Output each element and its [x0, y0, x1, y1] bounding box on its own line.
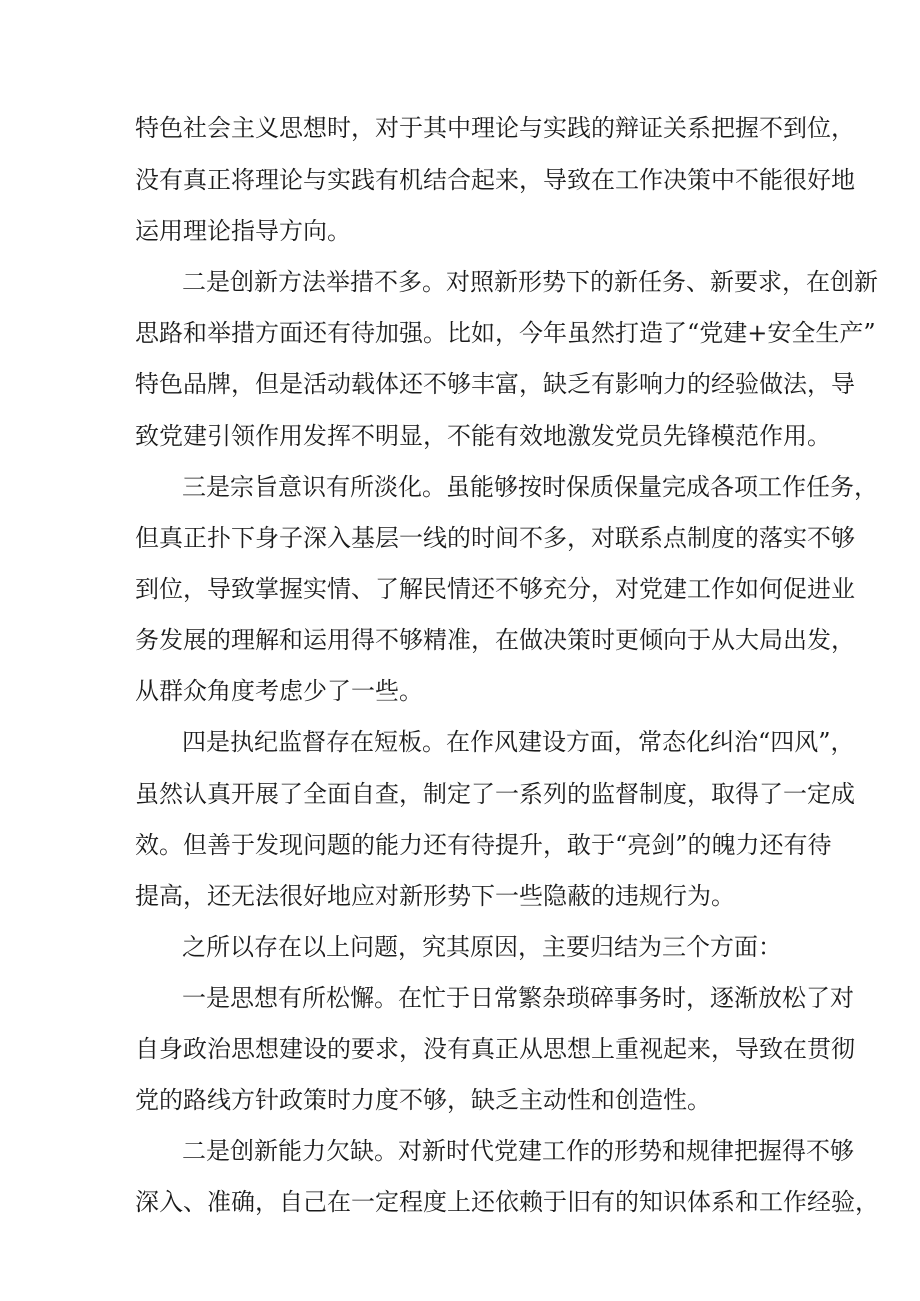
- paragraph-line: 务发展的理解和运用得不够精准，在做决策时更倾向于从大局出发，: [135, 626, 855, 654]
- paragraph-line: 致党建引领作用发挥不明显，不能有效地激发党员先锋模范作用。: [135, 422, 831, 450]
- paragraph-line: 自身政治思想建设的要求，没有真正从思想上重视起来，导致在贯彻: [135, 1035, 855, 1063]
- paragraph-line: 虽然认真开展了全面自查，制定了一系列的监督制度，取得了一定成: [135, 780, 855, 808]
- paragraph-line: 但真正扑下身子深入基层一线的时间不多，对联系点制度的落实不够: [135, 524, 855, 552]
- paragraph-line: 四是执纪监督存在短板。在作风建设方面，常态化纠治“四风”，: [182, 728, 855, 756]
- paragraph-line: 没有真正将理论与实践有机结合起来，导致在工作决策中不能很好地: [135, 166, 855, 194]
- paragraph-line: 运用理论指导方向。: [135, 217, 351, 245]
- paragraph-line: 特色品牌，但是活动载体还不够丰富，缺乏有影响力的经验做法，导: [135, 370, 855, 398]
- paragraph-line: 二是创新方法举措不多。对照新形势下的新任务、新要求，在创新: [182, 268, 878, 296]
- paragraph-line: 党的路线方针政策时力度不够，缺乏主动性和创造性。: [135, 1086, 711, 1114]
- paragraph-line: 提高，还无法很好地应对新形势下一些隐蔽的违规行为。: [135, 882, 735, 910]
- paragraph-line: 特色社会主义思想时，对于其中理论与实践的辩证关系把握不到位，: [135, 114, 855, 142]
- paragraph-line: 效。但善于发现问题的能力还有待提升，敢于“亮剑”的魄力还有待: [135, 831, 832, 859]
- paragraph-line: 到位，导致掌握实情、了解民情还不够充分，对党建工作如何促进业: [135, 575, 855, 603]
- paragraph-line: 一是思想有所松懈。在忙于日常繁杂琐碎事务时，逐渐放松了对: [182, 984, 854, 1012]
- paragraph-line: 思路和举措方面还有待加强。比如，今年虽然打造了“党建+安全生产”: [135, 319, 876, 347]
- paragraph-line: 二是创新能力欠缺。对新时代党建工作的形势和规律把握得不够: [182, 1137, 854, 1165]
- paragraph-line: 三是宗旨意识有所淡化。虽能够按时保质保量完成各项工作任务，: [182, 473, 878, 501]
- paragraph-line: 之所以存在以上问题，究其原因，主要归结为三个方面：: [182, 933, 782, 961]
- paragraph-line: 从群众角度考虑少了一些。: [135, 677, 423, 705]
- paragraph-line: 深入、准确，自己在一定程度上还依赖于旧有的知识体系和工作经验，: [135, 1188, 879, 1216]
